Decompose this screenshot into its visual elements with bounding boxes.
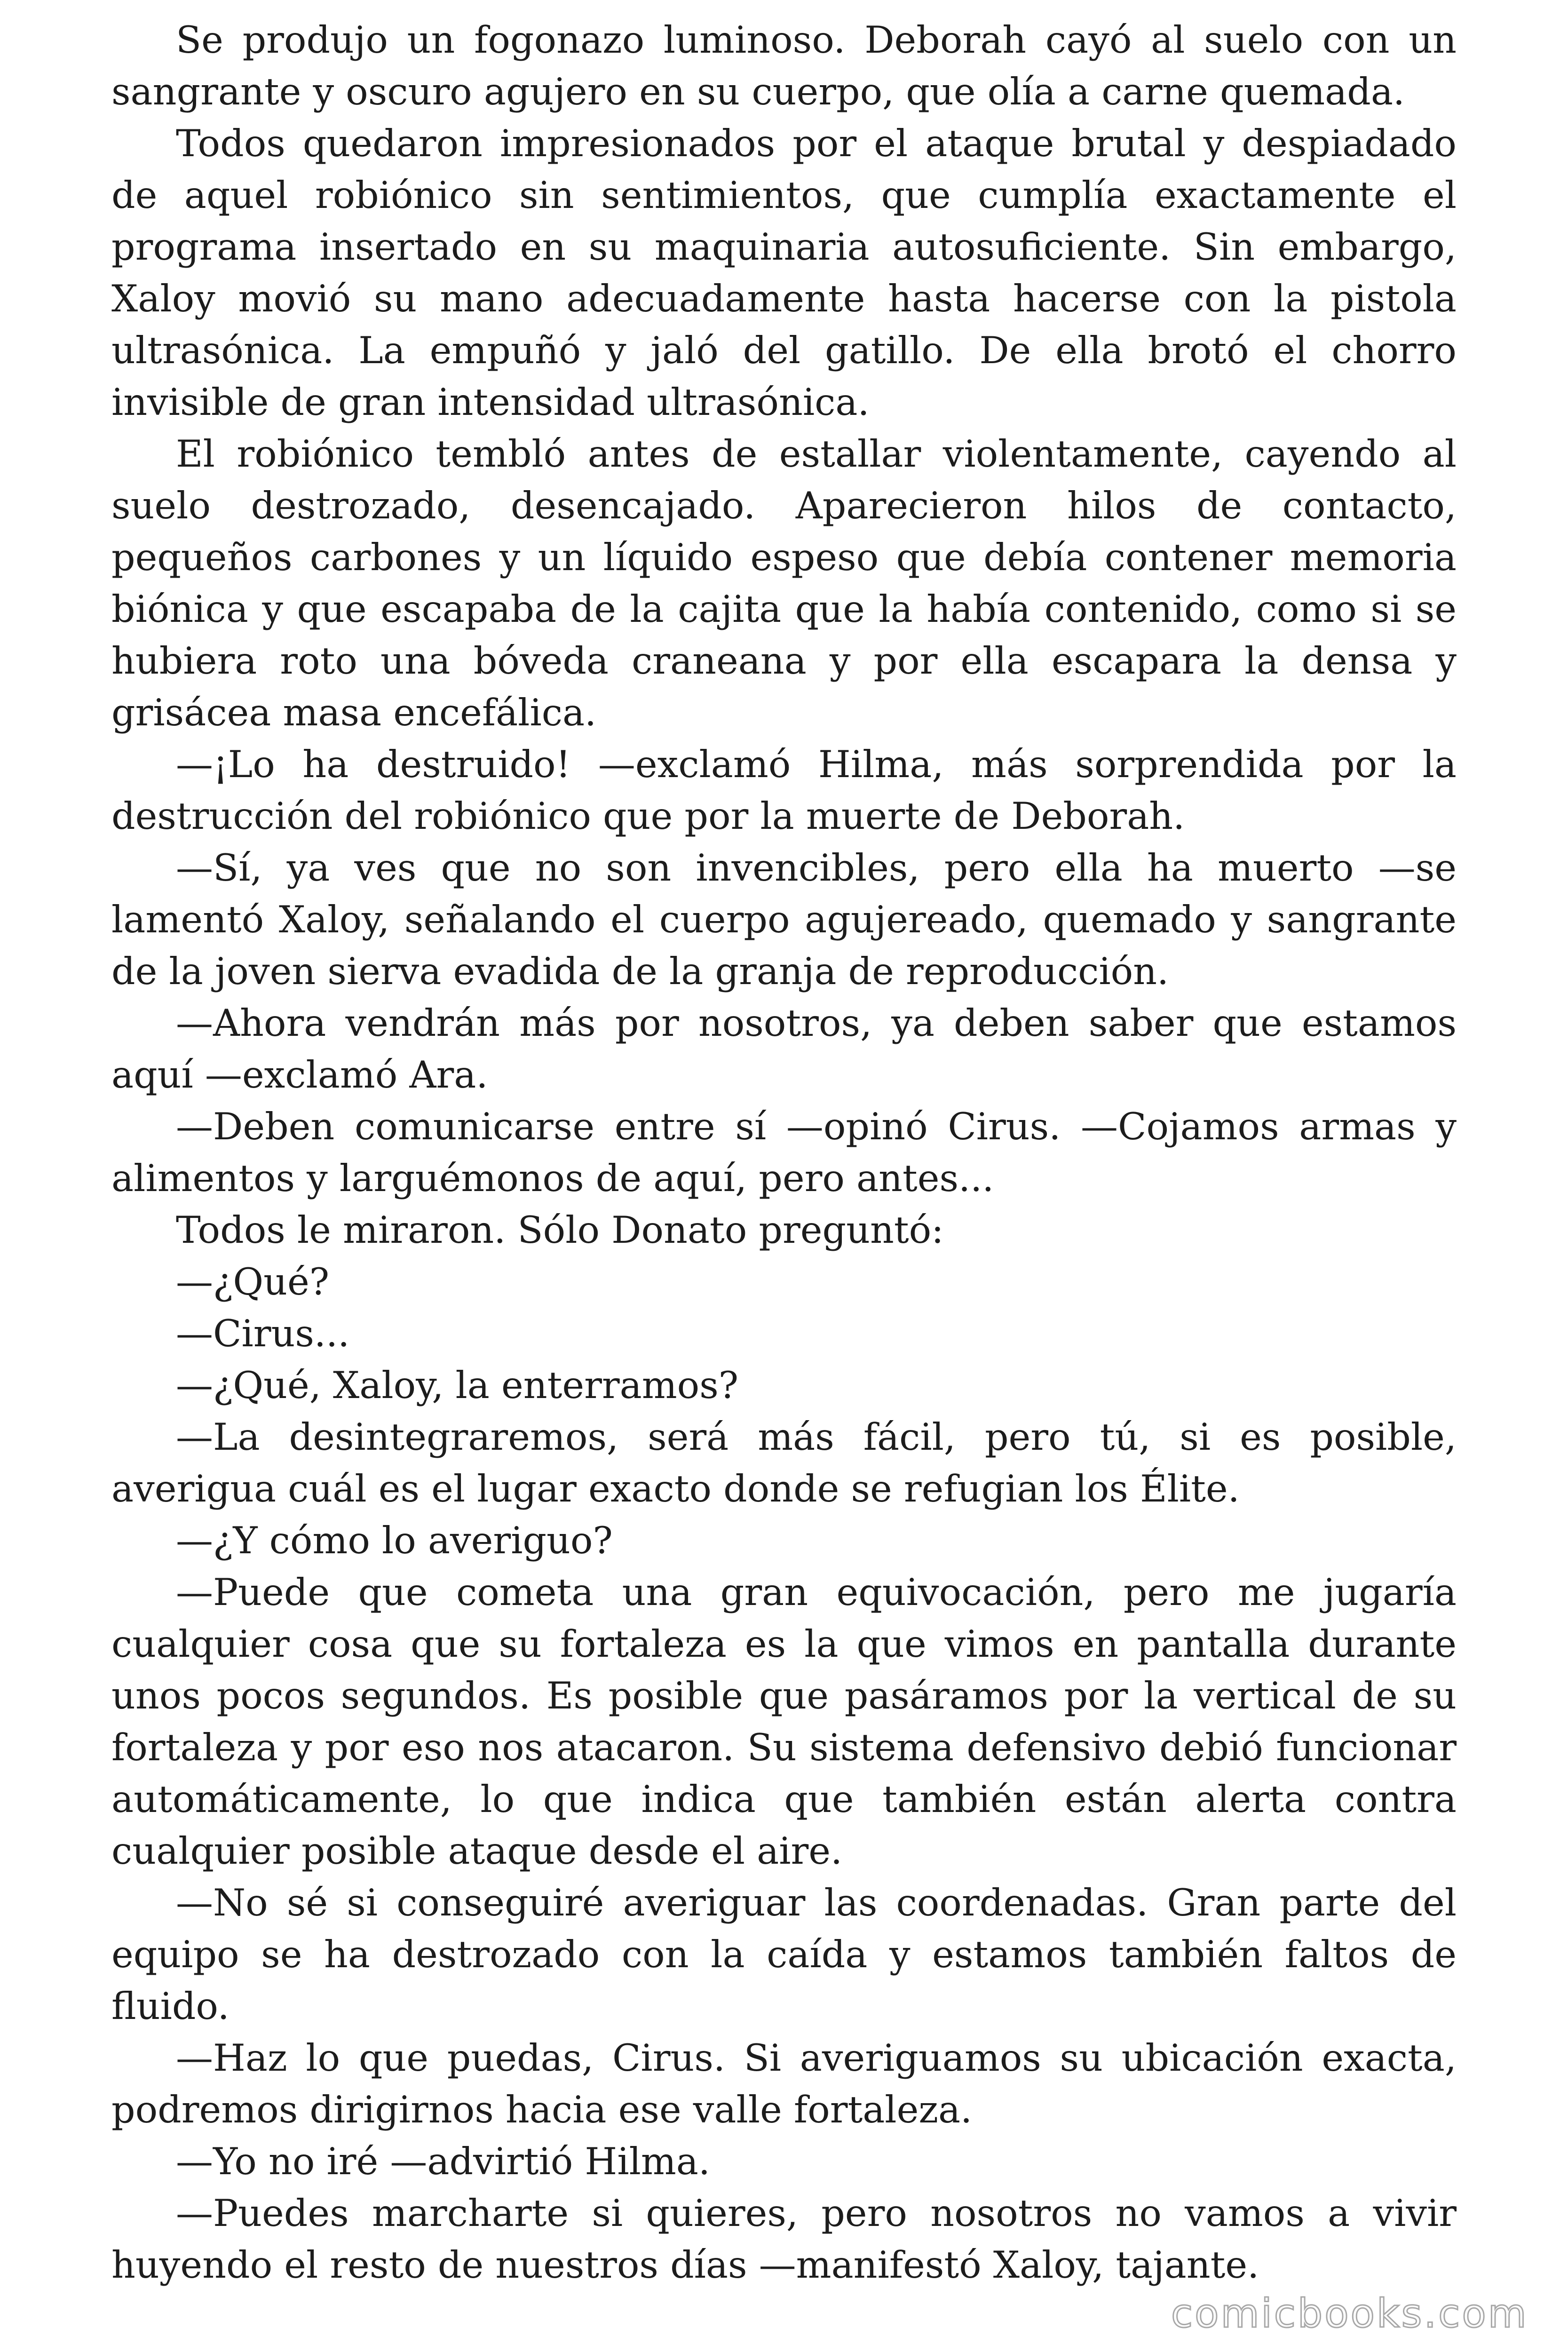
paragraph: —Cirus... [176,1312,350,1355]
paragraph: —Haz lo que puedas, Cirus. Si averiguamos su ubicación exacta, podremos dirigirnos hacia ese valle fortaleza. [111,2036,1457,2131]
paragraph: —¡Lo ha destruido! —exclamó Hilma, más sorprendida por la destrucción del robiónico que por la muerte de Deborah. [111,743,1457,838]
book-page-text [111,14,1457,2291]
paragraph: —¿Qué, Xaloy, la enterramos? [176,1364,739,1407]
watermark: comicbooks.com [1171,2290,1528,2336]
paragraph: —Puede que cometa una gran equivocación, pero me jugaría cualquier cosa que su fortaleza es la que vimos en pantalla durante unos pocos segundos. Es posible que pasáramos por la vertical de su fortaleza y por eso nos atacaron. Su sistema defensivo debió funcionar automáticamente, lo que indica que también están alerta contra cualquier posible ataque desde el aire. [111,1571,1457,1873]
paragraph: —Ahora vendrán más por nosotros, ya deben saber que estamos aquí —exclamó Ara. [111,1001,1457,1097]
paragraph: —Sí, ya ves que no son invencibles, pero ella ha muerto —se lamentó Xaloy, señalando el cuerpo agujereado, quemado y sangrante de la joven sierva evadida de la granja de reproducción. [111,846,1457,993]
paragraph: Se produjo un fogonazo luminoso. Deborah cayó al suelo con un sangrante y oscuro agujero en su cuerpo, que olía a carne quemada. [111,18,1457,113]
paragraph: —Puedes marcharte si quieres, pero nosotros no vamos a vivir huyendo el resto de nuestros días —manifestó Xaloy, tajante. [111,2192,1457,2287]
paragraph: —Deben comunicarse entre sí —opinó Cirus. —Cojamos armas y alimentos y larguémonos de aquí, pero antes... [111,1105,1457,1200]
paragraph: —La desintegraremos, será más fácil, pero tú, si es posible, averigua cuál es el lugar exacto donde se refugian los Élite. [111,1415,1457,1510]
paragraph: —¿Qué? [176,1260,330,1303]
paragraph: —¿Y cómo lo averiguo? [176,1519,613,1562]
paragraph: El robiónico tembló antes de estallar violentamente, cayendo al suelo destrozado, desencajado. Aparecieron hilos de contacto, pequeños carbones y un líquido espeso que debía contener memoria biónica y que escapaba de la cajita que la había contenido, como si se hubiera roto una bóveda craneana y por ella escapara la densa y grisácea masa encefálica. [111,432,1457,734]
paragraph: —No sé si conseguiré averiguar las coordenadas. Gran parte del equipo se ha destrozado con la caída y estamos también faltos de fluido. [111,1881,1457,2028]
paragraph: Todos le miraron. Sólo Donato preguntó: [176,1208,944,1252]
paragraph: —Yo no iré —advirtió Hilma. [176,2140,710,2183]
paragraph: Todos quedaron impresionados por el ataque brutal y despiadado de aquel robiónico sin sentimientos, que cumplía exactamente el programa insertado en su maquinaria autosuficiente. Sin embargo, Xaloy movió su mano adecuadamente hasta hacerse con la pistola ultrasónica. La empuñó y jaló del gatillo. De ella brotó el chorro invisible de gran intensidad ultrasónica. [111,122,1457,424]
